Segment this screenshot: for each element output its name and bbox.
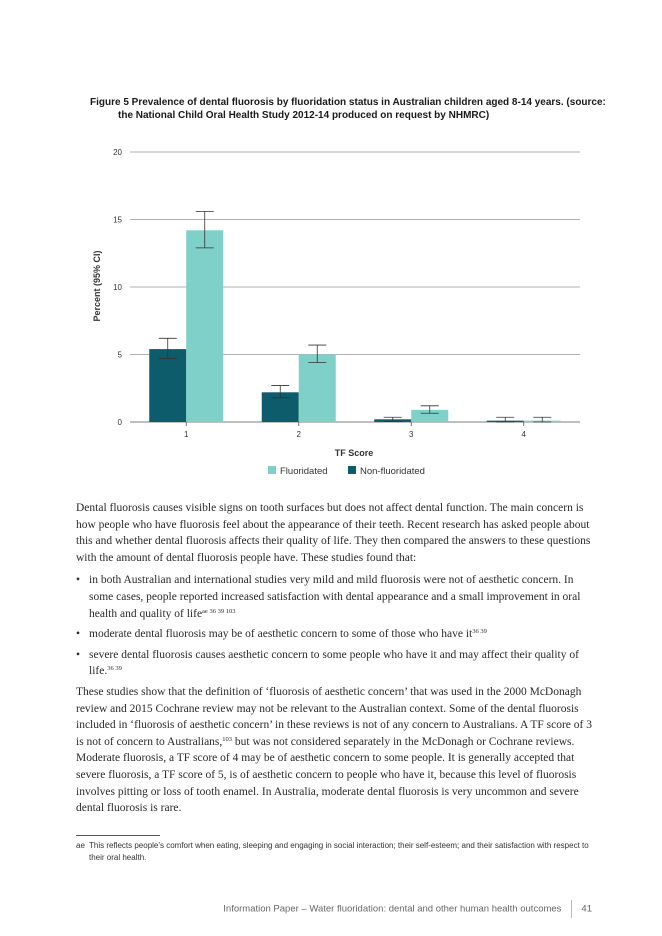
conclusion-text-cont: but was not considered separately in the McDonagh or Cochrane reviews. Moderate fluorosis, a TF score of 4 may be of aesthetic concern to some people. It is generally accepted that severe fluorosis, a TF score of 5, is of aesthetic concern to people who have it, because this level of fluorosis involves pitting or loss of tooth enamel. In Australia, moderate dental fluorosis is very uncommon and severe dental fluorosis is rare. xyxy=(76,735,579,815)
citation-ref: 36 39 xyxy=(472,628,487,636)
finding-item xyxy=(76,647,592,680)
x-tick-label: 1 xyxy=(184,430,189,439)
footer-title: Information Paper – Water fluoridation: dental and other human health outcomes xyxy=(223,903,562,915)
finding-text: severe dental fluorosis causes aesthetic concern to some people who have it and may affect their quality of life. xyxy=(89,648,579,678)
footnote-text-line1: This reflects people’s comfort when eating, sleeping and engaging in social interaction; their self-esteem; and their satisfaction with respect to xyxy=(89,841,589,850)
finding-item xyxy=(76,572,592,622)
x-tick-label: 4 xyxy=(521,430,526,439)
x-tick-label: 2 xyxy=(296,430,301,439)
finding-text: in both Australian and international studies very mild and mild fluorosis were not of aesthetic concern. In some cases, people reported increased satisfaction with dental appearance and a small improvement in oral health and quality of life xyxy=(89,574,581,620)
footnote-divider xyxy=(76,835,160,836)
y-tick-label: 15 xyxy=(113,215,122,225)
intro-paragraph: Dental fluorosis causes visible signs on tooth surfaces but does not affect dental function. The main concern is how people who have fluorosis feel about the appearance of their teeth. Recent research has asked people about this and whether dental fluorosis affects their quality of life. They then compared the answers to these questions with the amount of dental fluorosis people have. These studies found that: xyxy=(76,502,591,564)
x-tick-label: 3 xyxy=(409,430,414,439)
y-tick-label: 10 xyxy=(113,283,122,292)
body-text xyxy=(76,500,592,823)
y-tick-label: 0 xyxy=(117,418,122,427)
citation-ref: ae 36 39 103 xyxy=(202,607,236,615)
bar-fluoridated xyxy=(186,230,223,422)
figure-caption-line2: the National Child Oral Health Study 2012-14 produced on request by NHMRC) xyxy=(118,110,490,121)
chart-legend xyxy=(268,466,425,477)
bar-non-fluoridated xyxy=(149,349,186,422)
footer-divider xyxy=(571,900,572,918)
citation-ref: 103 xyxy=(222,735,233,743)
page-footer xyxy=(223,900,592,918)
figure-caption xyxy=(90,96,610,122)
y-axis-label: Percent (95% CI) xyxy=(92,250,102,322)
legend-label: Fluoridated xyxy=(280,466,328,477)
finding-item xyxy=(76,626,592,643)
page-number: 41 xyxy=(581,903,592,915)
footnote-marker: ae xyxy=(76,841,85,850)
legend-swatch xyxy=(348,466,356,474)
y-tick-label: 20 xyxy=(113,148,122,157)
citation-ref: 36 39 xyxy=(107,665,122,673)
finding-text: moderate dental fluorosis may be of aesthetic concern to some of those who have it xyxy=(89,628,473,641)
figure-caption-line1: Figure 5 Prevalence of dental fluorosis by fluoridation status in Australian children aged 8-14 years. (source: xyxy=(90,97,606,108)
footnote-text-line2: their oral health. xyxy=(89,853,147,862)
x-axis-label: TF Score xyxy=(334,448,374,458)
fluorosis-bar-chart xyxy=(70,140,590,485)
conclusion-text: These studies show that the definition of ‘fluorosis of aesthetic concern’ that was used in the 2000 McDonagh review and 2015 Cochrane review may not be relevant to the Australian context. Some of the dental fluorosis included in ‘fluorosis of aesthetic concern’ in these reviews is not of any concern to Australians. A TF score of 3 is not of concern to Australians, xyxy=(76,685,592,748)
y-tick-label: 5 xyxy=(117,350,122,360)
bar-fluoridated xyxy=(299,355,336,423)
legend-swatch xyxy=(268,466,276,474)
footnote xyxy=(76,840,602,864)
conclusion-paragraph xyxy=(76,684,592,817)
findings-list xyxy=(76,572,592,680)
legend-label: Non-fluoridated xyxy=(360,466,425,477)
